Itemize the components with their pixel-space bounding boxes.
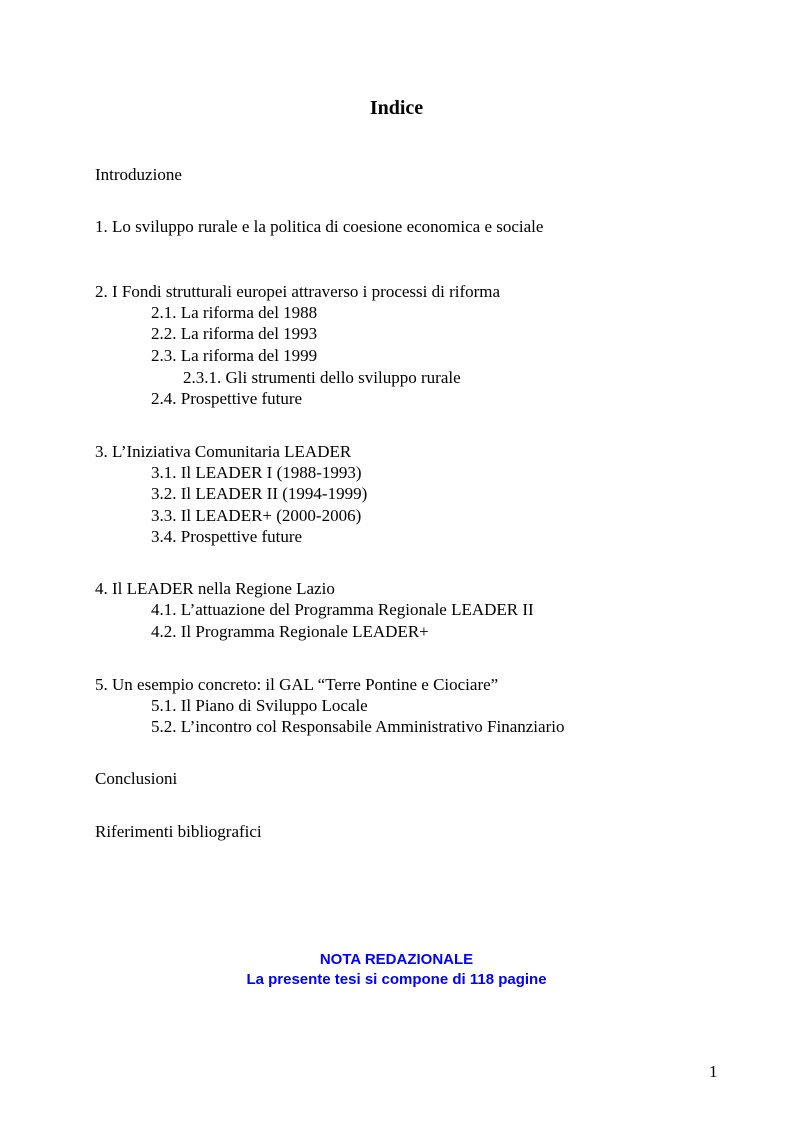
- toc-entry-chapter-2: 2. I Fondi strutturali europei attraverso i processi di riforma: [95, 282, 501, 301]
- toc-entry-section-2-2: 2.2. La riforma del 1993: [151, 324, 318, 343]
- toc-entry-conclusioni: Conclusioni: [95, 769, 178, 788]
- toc-entry-section-2-4: 2.4. Prospettive future: [151, 389, 303, 408]
- toc-entry-chapter-5: 5. Un esempio concreto: il GAL “Terre Pontine e Ciociare”: [95, 675, 499, 694]
- toc-entry-section-3-4: 3.4. Prospettive future: [151, 527, 303, 546]
- toc-entry-section-5-1: 5.1. Il Piano di Sviluppo Locale: [151, 696, 368, 715]
- toc-entry-chapter-1: 1. Lo sviluppo rurale e la politica di coesione economica e sociale: [95, 217, 544, 236]
- toc-entry-section-3-2: 3.2. Il LEADER II (1994-1999): [151, 484, 368, 503]
- toc-entry-section-3-1: 3.1. Il LEADER I (1988-1993): [151, 463, 362, 482]
- toc-entry-chapter-4: 4. Il LEADER nella Regione Lazio: [95, 579, 335, 598]
- toc-entry-section-4-2: 4.2. Il Programma Regionale LEADER+: [151, 622, 429, 641]
- page-number: 1: [709, 1062, 718, 1081]
- page-title: Indice: [369, 97, 424, 119]
- toc-entry-section-2-3-1: 2.3.1. Gli strumenti dello sviluppo rurale: [183, 368, 461, 387]
- toc-entry-section-2-3: 2.3. La riforma del 1999: [151, 346, 318, 365]
- editorial-note-text: La presente tesi si compone di 118 pagine: [246, 971, 547, 988]
- toc-entry-section-5-2: 5.2. L’incontro col Responsabile Amministrativo Finanziario: [151, 717, 565, 736]
- toc-entry-section-2-1: 2.1. La riforma del 1988: [151, 303, 318, 322]
- toc-entry-introduzione: Introduzione: [95, 165, 182, 184]
- toc-entry-section-4-1: 4.1. L’attuazione del Programma Regionale LEADER II: [151, 600, 534, 619]
- toc-entry-chapter-3: 3. L’Iniziativa Comunitaria LEADER: [95, 442, 352, 461]
- toc-entry-riferimenti: Riferimenti bibliografici: [95, 822, 262, 841]
- editorial-note-heading: NOTA REDAZIONALE: [319, 951, 474, 968]
- toc-entry-section-3-3: 3.3. Il LEADER+ (2000-2006): [151, 506, 362, 525]
